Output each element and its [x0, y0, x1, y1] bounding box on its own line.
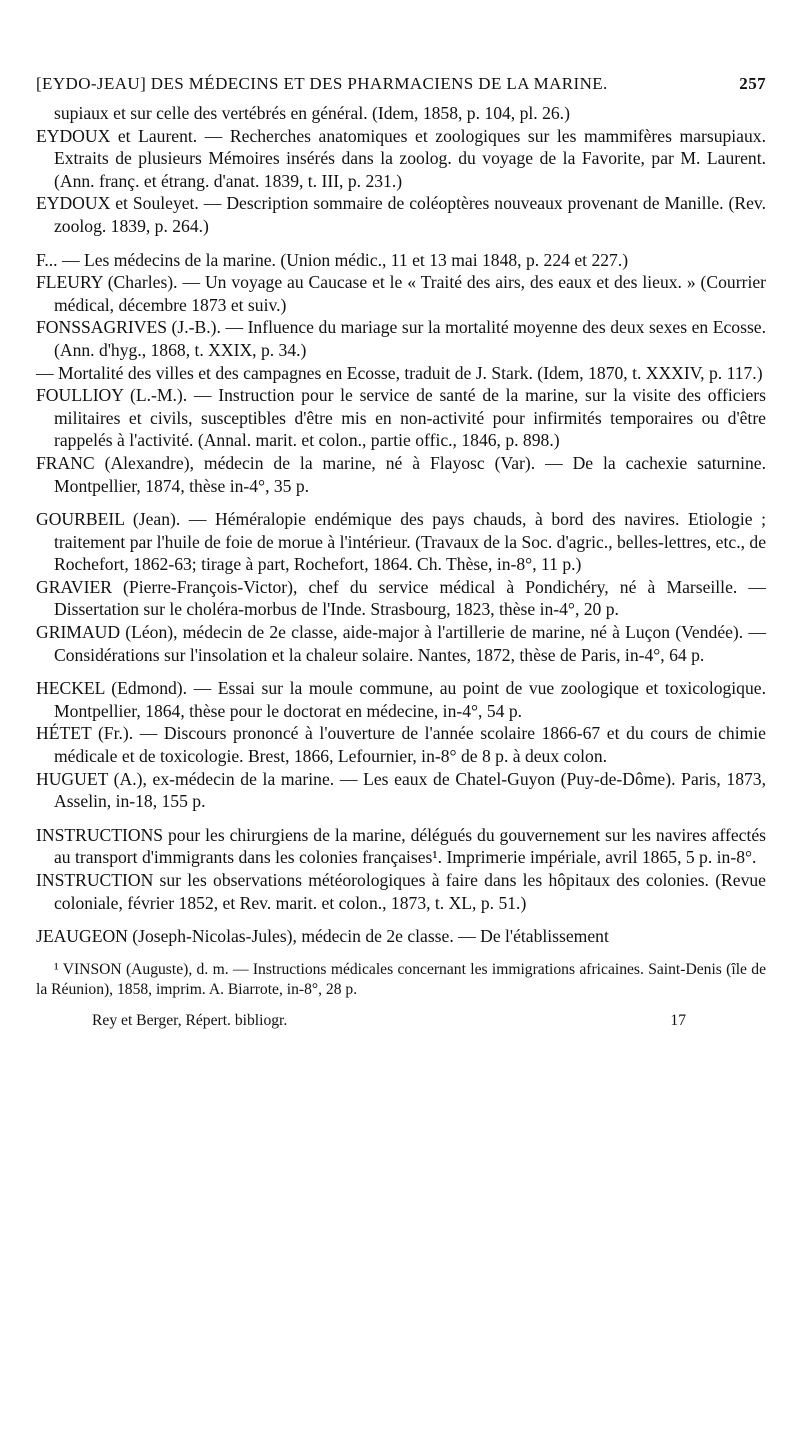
document-page — [36, 74, 766, 1030]
page-footer — [36, 1012, 766, 1030]
entry-instructions-chirurgiens: INSTRUCTIONS pour les chirurgiens de la marine, délégués du gouvernement sur les navires affectés au transport d'immigrants dans les colonies françaises¹. Imprimerie impériale, avril 1865, 5 p. in-8°. — [36, 824, 766, 868]
footnote-area — [36, 960, 766, 1000]
entry-instruction-meteo: INSTRUCTION sur les observations météorologiques à faire dans les hôpitaux des colonies. (Revue coloniale, février 1852, et Rev. marit. et colon., 1873, t. XL, p. 51.) — [36, 870, 766, 913]
entry-grimaud: GRIMAUD (Léon), médecin de 2e classe, aide-major à l'artillerie de marine, né à Luçon (Vendée). — Considérations sur l'insolation et la chaleur solaire. Nantes, 1872, thèse de Paris, in-4°, 64 p. — [36, 622, 766, 665]
footnote-vinson: ¹ VINSON (Auguste), d. m. — Instructions médicales concernant les immigrations africaines. Saint-Denis (île de la Réunion), 1858, imprim. A. Biarrote, in-8°, 28 p. — [36, 960, 766, 998]
entry-heckel: HECKEL (Edmond). — Essai sur la moule commune, au point de vue zoologique et toxicologique. Montpellier, 1864, thèse pour le doctorat en médecine, in-4°, 54 p. — [36, 678, 766, 721]
entry-jeaugeon: JEAUGEON (Joseph-Nicolas-Jules), médecin de 2e classe. — De l'établissement — [36, 926, 609, 947]
entry-eydoux-souleyet: EYDOUX et Souleyet. — Description sommaire de coléoptères nouveaux provenant de Manille. (Rev. zoolog. 1839, p. 264.) — [36, 193, 766, 236]
entry-f: F... — Les médecins de la marine. (Union médic., 11 et 13 mai 1848, p. 224 et 227.) — [36, 249, 629, 270]
entry-gourbeil: GOURBEIL (Jean). — Héméralopie endémique des pays chauds, à bord des navires. Etiologie ; traitement par l'huile de foie de morue à l'intérieur. (Travaux de la Soc. d'agric., belles-lettres, etc., de Rochefort, 1862-63; tirage à part, Rochefort, 1864. Ch. Thèse, in-8°, 11 p.) — [36, 509, 766, 575]
entry-gravier: GRAVIER (Pierre-François-Victor), chef du service médical à Pondichéry, né à Marseille. — Dissertation sur le choléra-morbus de l'Inde. Strasbourg, 1823, thèse in-4°, 20 p. — [36, 576, 766, 620]
entry-franc: FRANC (Alexandre), médecin de la marine, né à Flayosc (Var). — De la cachexie saturnine. Montpellier, 1874, thèse in-4°, 35 p. — [36, 452, 766, 496]
entry-hetet: HÉTET (Fr.). — Discours prononcé à l'ouverture de l'année scolaire 1866-67 et du cours de chimie médicale et de toxicologie. Brest, 1866, Lefournier, in-8° de 8 p. à deux colon. — [36, 723, 766, 767]
entry-continuation: supiaux et sur celle des vertébrés en général. (Idem, 1858, p. 104, pl. 26.) — [54, 103, 570, 123]
entry-huguet: HUGUET (A.), ex-médecin de la marine. — Les eaux de Chatel-Guyon (Puy-de-Dôme). Paris, 1873, Asselin, in-18, 155 p. — [36, 768, 766, 812]
entry-fonssagrives-mortalite: — Mortalité des villes et des campagnes en Ecosse, traduit de J. Stark. (Idem, 1870, t. XXXIV, p. 117.) — [36, 362, 763, 383]
running-title: [EYDO-JEAU] DES MÉDECINS ET DES PHARMACIENS DE LA MARINE. — [36, 74, 608, 93]
entry-fonssagrives: FONSSAGRIVES (J.-B.). — Influence du mariage sur la mortalité moyenne des deux sexes en Ecosse. (Ann. d'hyg., 1868, t. XXIX, p. 34.) — [36, 317, 766, 360]
entry-fleury: FLEURY (Charles). — Un voyage au Caucase et le « Traité des airs, des eaux et des lieux. » (Courrier médical, décembre 1873 et suiv.) — [36, 272, 766, 315]
bibliography-entries — [36, 102, 766, 948]
footer-signature: Rey et Berger, Répert. bibliogr. — [92, 1011, 288, 1029]
running-header — [36, 74, 766, 94]
footer-sheet-number: 17 — [670, 1011, 686, 1029]
page-number: 257 — [739, 74, 766, 93]
entry-foullioy: FOULLIOY (L.-M.). — Instruction pour le service de santé de la marine, sur la visite des officiers militaires et civils, susceptibles d'être mis en non-activité pour infirmités temporaires ou d'être rappelés à l'activité. (Annal. marit. et colon., partie offic., 1846, p. 898.) — [36, 385, 766, 451]
entry-eydoux-laurent: EYDOUX et Laurent. — Recherches anatomiques et zoologiques sur les mammifères marsupiaux. Extraits de plusieurs Mémoires insérés dans la zoolog. du voyage de la Favorite, par M. Laurent. (Ann. franç. et étrang. d'anat. 1839, t. III, p. 231.) — [36, 125, 766, 191]
